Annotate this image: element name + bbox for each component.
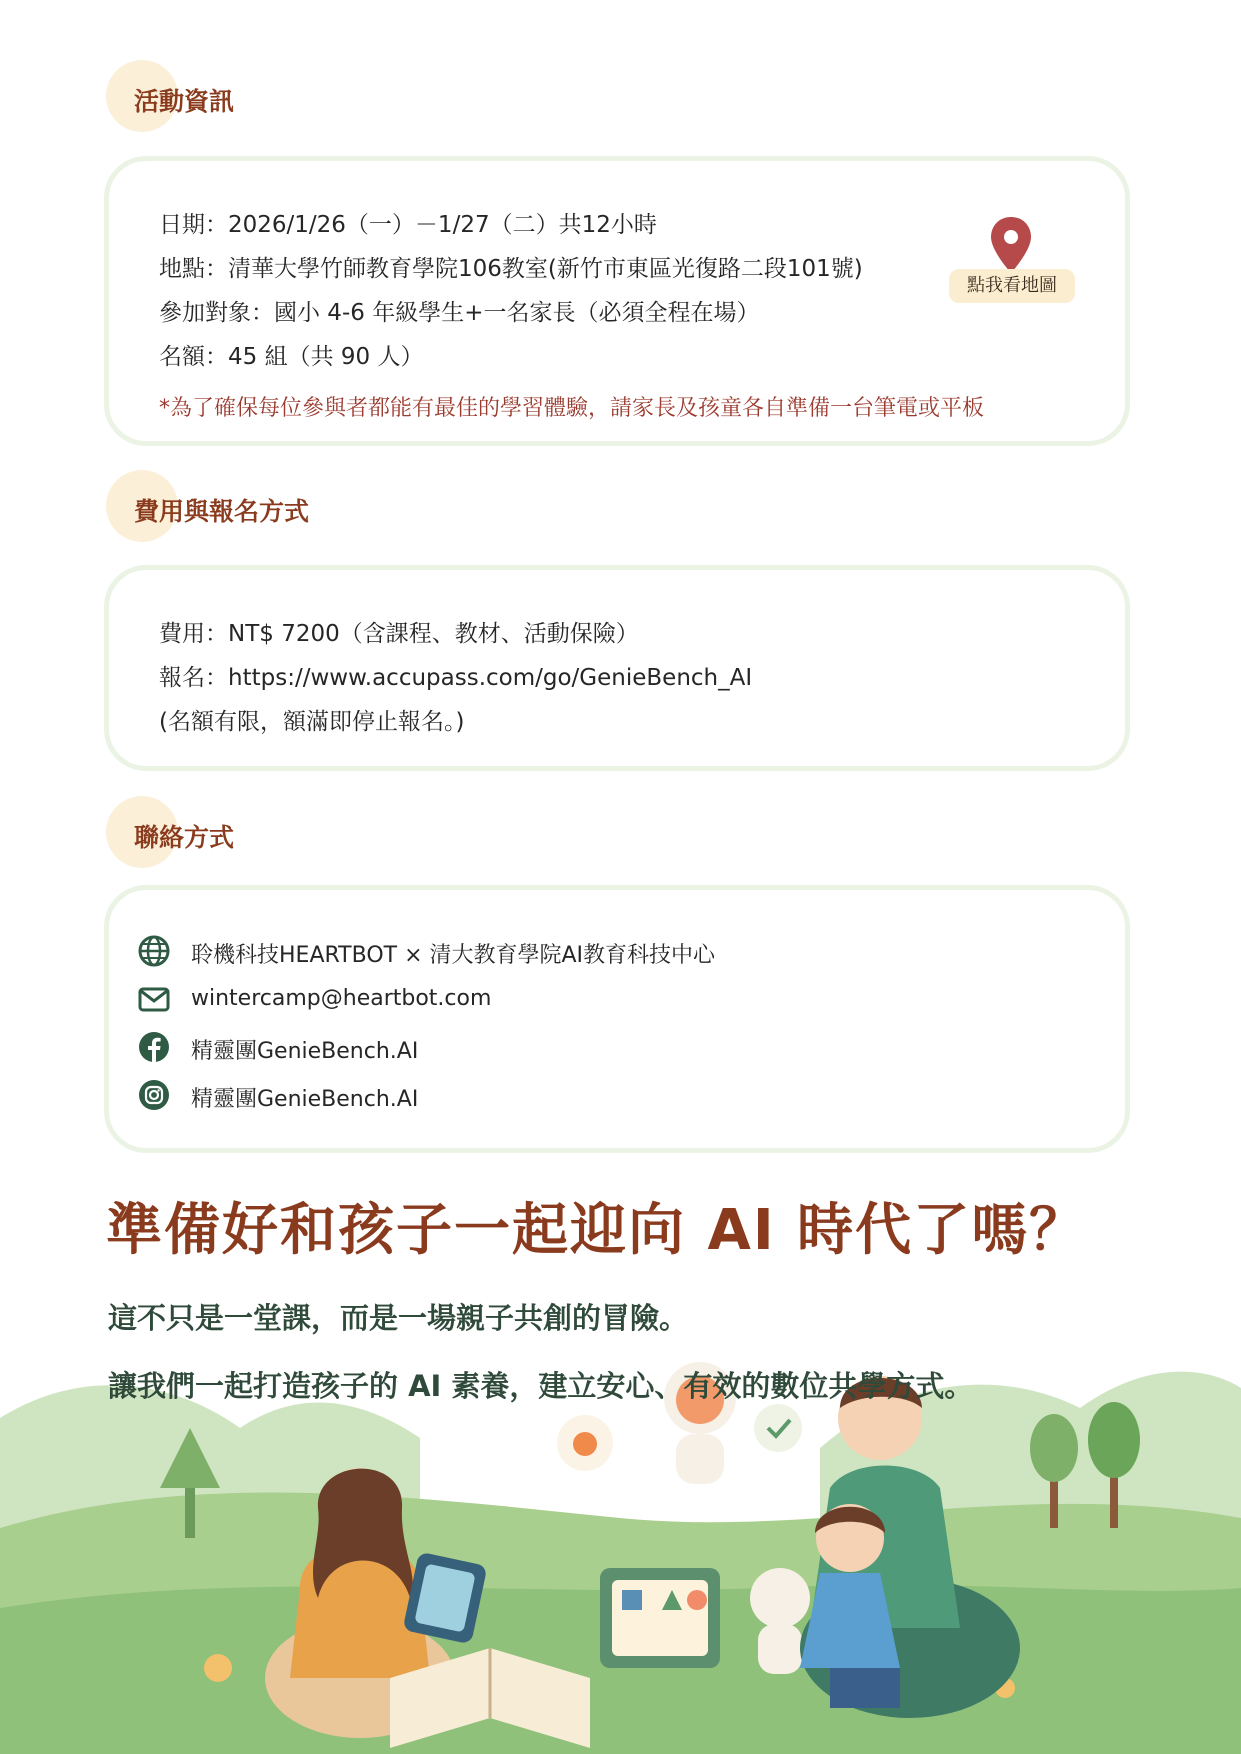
closing-line-1: 這不只是一堂課，而是一場親子共創的冒險。: [108, 1301, 689, 1335]
event-quota: 名額：45 組（共 90 人）: [159, 344, 424, 370]
event-info-card: [104, 156, 1130, 446]
event-date: 日期：2026/1/26（一）－1/27（二）共12小時: [159, 212, 657, 238]
facebook-icon: [137, 1030, 171, 1064]
contact-text[interactable]: 精靈團GenieBench.AI: [191, 1039, 419, 1064]
event-audience: 參加對象：國小 4-6 年級學生+一名家長（必須全程在場）: [159, 300, 760, 326]
family-ai-illustration: [0, 1348, 1241, 1754]
map-pin-icon[interactable]: [987, 215, 1035, 275]
section-title: 費用與報名方式: [134, 497, 310, 526]
signup-link[interactable]: 報名：https://www.accupass.com/go/GenieBench_AI: [159, 665, 753, 691]
view-map-button[interactable]: 點我看地圖: [949, 269, 1075, 303]
closing-line-2: 讓我們一起打造孩子的 AI 素養，建立安心、有效的數位共學方式。: [108, 1369, 974, 1403]
event-note: *為了確保每位參與者都能有最佳的學習體驗，請家長及孩童各自準備一台筆電或平板: [159, 396, 985, 421]
mail-icon: [137, 982, 171, 1016]
instagram-icon: [137, 1078, 171, 1112]
fee-text: 費用：NT$ 7200（含課程、教材、活動保險）: [159, 621, 639, 647]
contact-text: 聆機科技HEARTBOT × 清大教育學院AI教育科技中心: [191, 943, 716, 968]
closing-headline: 準備好和孩子一起迎向 AI 時代了嗎？: [106, 1198, 1088, 1263]
section-title: 聯絡方式: [134, 823, 235, 852]
contact-text[interactable]: 精靈團GenieBench.AI: [191, 1087, 419, 1112]
globe-icon: [137, 934, 171, 968]
quota-limit-note: (名額有限，額滿即停止報名。): [159, 709, 465, 735]
contact-text[interactable]: wintercamp@heartbot.com: [191, 986, 492, 1011]
contact-card: [104, 885, 1130, 1153]
section-title: 活動資訊: [134, 87, 235, 116]
fees-card: [104, 565, 1130, 771]
event-location: 地點：清華大學竹師教育學院106教室(新竹市東區光復路二段101號): [159, 256, 863, 282]
